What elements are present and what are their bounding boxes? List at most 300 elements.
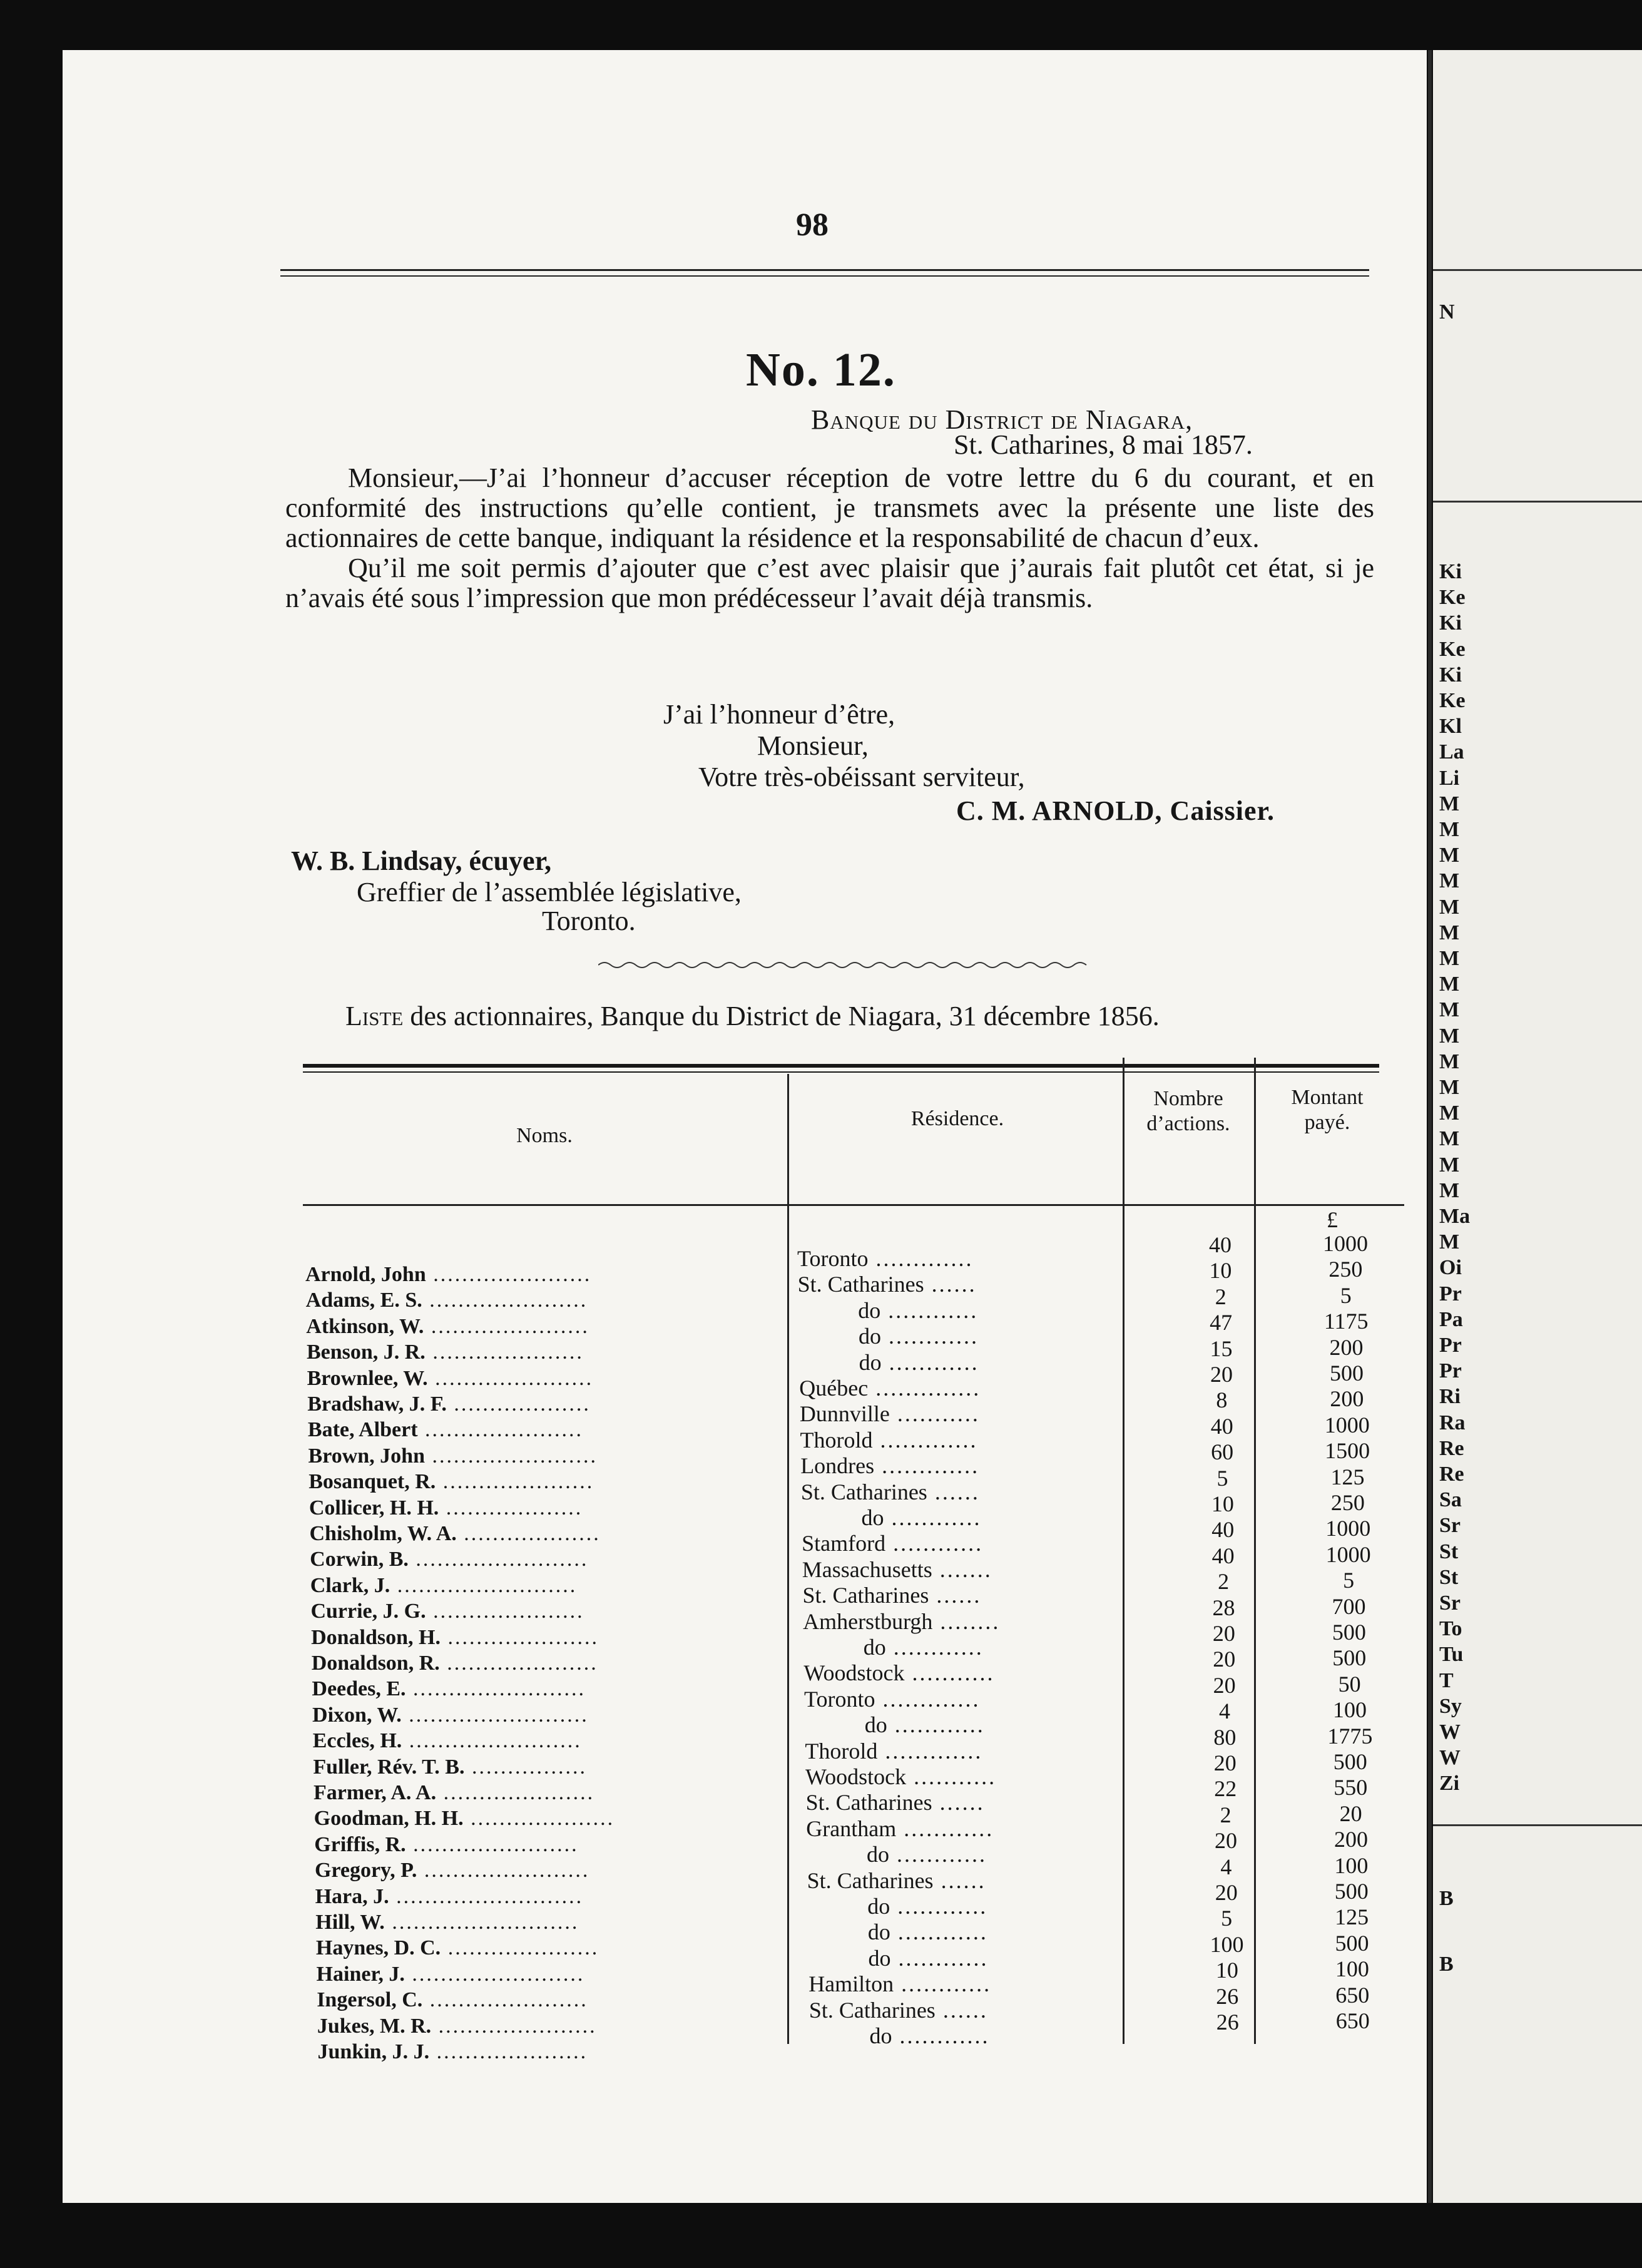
table-row-amount: 500	[1329, 1361, 1364, 1386]
leader-dots: ......................	[427, 1366, 594, 1390]
table-row-shares: 47	[1210, 1310, 1233, 1336]
residence-value: Londres	[800, 1453, 875, 1479]
leader-dots: ............	[890, 1894, 988, 1919]
residence-value: Toronto	[797, 1246, 869, 1271]
table-row-shares: 2	[1215, 1284, 1226, 1309]
header-shares	[1124, 1086, 1253, 1137]
shareholder-name: Chisholm, W. A.	[309, 1522, 457, 1545]
table-row-amount: 500	[1332, 1645, 1367, 1671]
leader-dots: .............	[874, 1453, 980, 1479]
column-divider-1	[787, 1074, 789, 2044]
table-row-shares: 15	[1210, 1336, 1233, 1361]
leader-dots: ............	[887, 1712, 985, 1738]
table-row-shares: 40	[1209, 1232, 1232, 1257]
header-names: Noms.	[516, 1124, 573, 1147]
table-row-residence	[802, 1582, 981, 1608]
table-row-name	[317, 1963, 585, 1986]
leader-dots: ........	[932, 1608, 1001, 1634]
table-row-shares: 4	[1219, 1698, 1231, 1724]
place-date: St. Catharines, 8 mai 1857.	[954, 429, 1253, 460]
bank-header: Banque du District de Niagara,	[811, 404, 1193, 435]
table-row-amount: 1000	[1325, 1541, 1371, 1567]
shareholder-name: Atkinson, W.	[306, 1314, 424, 1338]
residence-value: St. Catharines	[808, 1997, 936, 2023]
leader-dots: ......................	[426, 1263, 592, 1286]
table-row-residence	[862, 1504, 982, 1531]
facing-page-fragment: St	[1439, 1540, 1459, 1563]
table-row-name	[307, 1341, 584, 1364]
list-title	[345, 1000, 1160, 1032]
table-row-shares: 10	[1215, 1958, 1238, 1983]
facing-page-fragment: Sy	[1439, 1694, 1462, 1718]
leader-dots: ............	[880, 1297, 979, 1323]
leader-dots: .....................	[441, 1625, 599, 1649]
residence-value: St. Catharines	[802, 1583, 929, 1608]
shareholder-name: Bradshaw, J. F.	[307, 1392, 447, 1416]
header-rule-top	[280, 269, 1369, 271]
facing-page-fragment: M	[1439, 818, 1460, 841]
shareholder-name: Adams, E. S.	[305, 1289, 422, 1312]
table-row-residence	[869, 1945, 989, 1971]
header-shares-line-2: d’actions.	[1146, 1112, 1230, 1135]
table-row-amount: 200	[1329, 1334, 1364, 1360]
table-row-amount: 650	[1335, 1982, 1370, 2008]
table-row-name	[312, 1652, 598, 1675]
table-row-amount: 1000	[1323, 1231, 1368, 1256]
table-row-name	[310, 1600, 584, 1623]
residence-value: do	[858, 1297, 881, 1323]
header-residence: Résidence.	[910, 1107, 1004, 1130]
table-row-shares: 22	[1214, 1776, 1237, 1802]
table-row-amount: 5	[1340, 1282, 1352, 1308]
facing-page-fragment: M	[1439, 998, 1460, 1022]
table-header-rule	[303, 1204, 1404, 1206]
table-row-shares: 5	[1221, 1906, 1233, 1931]
leader-dots: ............	[890, 1945, 989, 1971]
table-row-name	[310, 1574, 578, 1598]
facing-page-fragment: Ma	[1439, 1205, 1471, 1228]
residence-value: St. Catharines	[797, 1272, 924, 1297]
table-row-residence	[799, 1375, 981, 1401]
facing-page-fragment: Pa	[1439, 1307, 1463, 1331]
table-row-residence	[859, 1323, 979, 1349]
leader-dots: ......	[932, 1790, 985, 1816]
table-row-amount: 5	[1343, 1568, 1355, 1593]
shareholder-name: Brown, John	[308, 1444, 425, 1468]
page-number: 98	[796, 207, 829, 243]
facing-page-fragment: M	[1439, 1050, 1460, 1073]
leader-dots: .....................	[425, 1341, 584, 1364]
residence-value: Thorold	[805, 1738, 878, 1764]
shareholder-name: Hill, W.	[315, 1911, 385, 1934]
table-row-shares: 10	[1209, 1258, 1232, 1284]
residence-value: do	[861, 1505, 884, 1530]
leader-dots: .....................	[426, 1600, 584, 1623]
facing-page-fragment: Tu	[1439, 1643, 1464, 1667]
table-row-name	[310, 1548, 588, 1571]
residence-value: Dunnville	[799, 1401, 890, 1427]
facing-page-fragment: N	[1439, 300, 1455, 324]
table-row-name	[315, 1859, 589, 1882]
facing-page-fragment: W	[1439, 1746, 1461, 1770]
closing-line-2: Monsieur,	[757, 730, 869, 761]
residence-value: do	[867, 1919, 890, 1945]
residence-value: Stamford	[802, 1531, 886, 1556]
residence-value: Woodstock	[805, 1764, 907, 1789]
table-row-amount: 100	[1335, 1956, 1369, 1982]
table-row-shares: 8	[1216, 1387, 1228, 1413]
leader-dots: ......	[929, 1583, 982, 1608]
facing-page-fragment: Pr	[1439, 1334, 1462, 1357]
table-row-name	[311, 1626, 599, 1650]
facing-page-fragment: Ki	[1439, 663, 1462, 687]
facing-page-fragment: Sr	[1439, 1514, 1461, 1538]
residence-value: Massachusetts	[802, 1556, 932, 1582]
table-row-shares: 40	[1210, 1413, 1233, 1439]
table-row-shares: 100	[1210, 1931, 1244, 1957]
leader-dots: ............	[890, 1919, 988, 1945]
facing-page-fragment: M	[1439, 921, 1460, 944]
table-row-name	[306, 1289, 588, 1312]
table-row-shares: 20	[1213, 1750, 1237, 1775]
table-row-name	[307, 1392, 591, 1416]
residence-value: Grantham	[806, 1816, 897, 1841]
table-row-name	[318, 2040, 588, 2064]
table-row-amount: 1175	[1323, 1309, 1369, 1334]
addressee-city: Toronto.	[542, 906, 636, 936]
facing-page-fragment: M	[1439, 792, 1460, 815]
residence-value: Amherstburgh	[803, 1608, 933, 1634]
facing-page-fragment: M	[1439, 1127, 1460, 1151]
leader-dots: .....................	[439, 1652, 598, 1675]
leader-dots: .......	[932, 1556, 992, 1582]
facing-page-fragment: Ke	[1439, 637, 1466, 661]
table-row-residence	[803, 1608, 1000, 1635]
table-row-shares: 5	[1216, 1465, 1228, 1491]
facing-page-rule	[1433, 269, 1642, 271]
facing-page-fragment: Ki	[1439, 611, 1462, 635]
leader-dots: ............	[896, 1816, 994, 1841]
leader-dots: ...................	[446, 1392, 591, 1416]
facing-page-fragment: M	[1439, 1178, 1460, 1202]
shareholder-name: Junkin, J. J.	[317, 2040, 430, 2063]
table-row-residence	[797, 1245, 973, 1272]
residence-value: Woodstock	[803, 1660, 905, 1686]
table-row-amount: 500	[1335, 1930, 1369, 1956]
table-row-amount: 20	[1339, 1801, 1362, 1826]
table-row-name	[317, 1988, 588, 2012]
shareholder-name: Hainer, J.	[316, 1962, 405, 1986]
leader-dots: .....................	[436, 1781, 595, 1804]
leader-dots: .............	[877, 1738, 983, 1764]
table-row-amount: 1000	[1324, 1412, 1370, 1438]
table-row-name	[308, 1418, 583, 1442]
table-row-name	[315, 1911, 579, 1934]
table-row-amount: 250	[1328, 1257, 1363, 1282]
facing-page-fragment: M	[1439, 973, 1460, 996]
table-row-shares: 60	[1211, 1439, 1234, 1465]
table-row-residence	[804, 1686, 980, 1712]
currency-sign: £	[1327, 1207, 1338, 1232]
table-row-shares: 26	[1216, 2010, 1239, 2035]
letter-paragraph-1: Monsieur,—J’ai l’honneur d’accuser réception de votre lettre du 6 du courant, et en conformité des instructions qu’elle contient, je transmets avec la présente une liste des actionnaires de cette banque, indiquant la résidence et la responsabilité de chacun d’eux.	[285, 462, 1374, 553]
list-title-lead: Liste	[345, 1001, 404, 1031]
table-row-amount: 250	[1330, 1490, 1365, 1515]
table-row-residence	[806, 1789, 985, 1816]
facing-page-fragment: B	[1439, 1887, 1454, 1910]
shareholder-name: Bate, Albert	[307, 1418, 418, 1442]
facing-page-fragment: M	[1439, 1101, 1460, 1125]
shareholder-name: Dixon, W.	[312, 1703, 402, 1727]
table-row-shares: 20	[1212, 1621, 1235, 1646]
leader-dots: ............	[889, 1842, 987, 1867]
facing-page-fragment: Oi	[1439, 1256, 1462, 1280]
table-row-shares: 80	[1213, 1724, 1237, 1750]
table-row-residence	[800, 1427, 978, 1453]
leader-dots: ............	[884, 1505, 982, 1530]
shareholder-name: Jukes, M. R.	[317, 2014, 432, 2038]
table-row-name	[314, 1781, 594, 1805]
leader-dots: ............	[892, 2023, 990, 2048]
leader-dots: ............	[885, 1635, 984, 1660]
facing-page-fragment: T	[1439, 1668, 1454, 1692]
leader-dots: .....................	[441, 1936, 599, 1960]
header-shares-line-1: Nombre	[1153, 1087, 1223, 1110]
facing-page-fragment: M	[1439, 947, 1460, 970]
residence-value: Thorold	[800, 1427, 873, 1453]
leader-dots: .........................	[401, 1703, 589, 1727]
leader-dots: ......	[935, 1997, 988, 2023]
table-row-name	[316, 1936, 599, 1960]
header-amount	[1255, 1085, 1399, 1135]
leader-dots: ......................	[431, 2014, 597, 2038]
shareholder-name: Currie, J. G.	[310, 1600, 426, 1623]
shareholder-name: Deedes, E.	[312, 1677, 406, 1701]
residence-value: St. Catharines	[807, 1867, 934, 1893]
shareholder-name: Benson, J. R.	[306, 1341, 426, 1364]
facing-page-fragment: Ke	[1439, 689, 1466, 712]
leader-dots: ............	[894, 1971, 992, 1997]
leader-dots: ................	[464, 1755, 587, 1779]
facing-page-fragment: Sr	[1439, 1591, 1461, 1615]
table-row-shares: 28	[1212, 1595, 1235, 1620]
leader-dots: ..........................	[389, 1884, 584, 1908]
table-row-shares: 20	[1215, 1880, 1238, 1905]
table-row-amount: 650	[1335, 2008, 1370, 2033]
table-row-shares: 20	[1210, 1362, 1233, 1387]
table-row-amount: 550	[1333, 1775, 1368, 1801]
leader-dots: ........................	[405, 1677, 586, 1701]
leader-dots: ......................	[422, 1289, 588, 1312]
shareholder-name: Haynes, D. C.	[315, 1936, 441, 1960]
shareholder-name: Ingersol, C.	[317, 1988, 423, 2012]
facing-page-fragment: La	[1439, 740, 1464, 764]
table-row-residence	[809, 1997, 988, 2023]
leader-dots: .........................	[390, 1573, 578, 1597]
facing-page-fragment: To	[1439, 1617, 1462, 1641]
facing-page-fragment: Re	[1439, 1463, 1464, 1486]
facing-page-fragment: Pr	[1439, 1282, 1462, 1305]
leader-dots: ..............	[868, 1376, 981, 1401]
facing-page-fragment: Ke	[1439, 586, 1466, 610]
table-row-amount: 100	[1333, 1697, 1367, 1723]
table-row-amount: 125	[1335, 1904, 1369, 1930]
leader-dots: ...........	[889, 1401, 980, 1427]
table-row-name	[313, 1729, 582, 1753]
residence-value: St. Catharines	[800, 1479, 927, 1504]
table-row-amount: 500	[1334, 1879, 1369, 1904]
letter-paragraph-2: Qu’il me soit permis d’ajouter que c’est avec plaisir que j’aurais fait plutôt cet état, si je n’avais été sous l’impression que mon prédécesseur l’avait déjà transmis.	[285, 553, 1374, 613]
table-row-residence	[868, 1919, 988, 1945]
table-row-name	[315, 1885, 584, 1909]
leader-dots: ......................	[417, 1418, 584, 1442]
facing-page-fragment: M	[1439, 869, 1460, 893]
shareholder-name: Farmer, A. A.	[314, 1781, 437, 1804]
shareholder-name: Fuller, Rév. T. B.	[313, 1755, 465, 1779]
table-row-residence	[800, 1401, 980, 1427]
leader-dots: ......................	[422, 1988, 588, 2012]
shareholder-name: Gregory, P.	[314, 1859, 417, 1882]
shareholder-name: Arnold, John	[305, 1263, 426, 1286]
shareholder-name: Donaldson, H.	[311, 1625, 441, 1649]
leader-dots: .......................	[417, 1859, 590, 1882]
leader-dots: ........................	[408, 1548, 589, 1571]
table-row-shares: 40	[1211, 1543, 1235, 1568]
leader-dots: ......	[927, 1479, 980, 1504]
leader-dots: .............	[872, 1427, 978, 1453]
table-row-shares: 4	[1220, 1854, 1232, 1879]
residence-value: Hamilton	[808, 1971, 894, 1997]
facing-page-fragment: Re	[1439, 1436, 1464, 1460]
facing-page-fragment: Ra	[1439, 1411, 1466, 1434]
table-row-residence	[800, 1453, 979, 1479]
table-row-amount: 500	[1332, 1620, 1366, 1645]
table-row-name	[317, 2015, 597, 2038]
shareholder-name: Griffis, R.	[314, 1832, 406, 1856]
table-row-residence	[805, 1764, 996, 1790]
table-row-residence	[870, 2023, 990, 2049]
closing-line-3: Votre très-obéissant serviteur,	[698, 762, 1025, 792]
leader-dots: ........................	[404, 1962, 585, 1986]
shareholder-name: Eccles, H.	[312, 1729, 402, 1753]
document-number: No. 12.	[746, 344, 896, 396]
leader-dots: ......	[924, 1272, 977, 1297]
table-row-residence	[867, 1841, 987, 1867]
table-row-residence	[807, 1867, 986, 1894]
table-row-name	[314, 1833, 578, 1857]
table-row-shares: 20	[1213, 1672, 1236, 1698]
shareholder-name: Corwin, B.	[310, 1548, 409, 1571]
table-row-name	[307, 1367, 594, 1391]
shareholder-name: Bosanquet, R.	[309, 1470, 436, 1494]
table-row-name	[309, 1470, 594, 1494]
facing-page-rule	[1433, 501, 1642, 503]
residence-value: Québec	[799, 1376, 869, 1401]
table-row-name	[305, 1263, 591, 1287]
list-title-rest: des actionnaires, Banque du District de Niagara, 31 décembre 1856.	[403, 1001, 1160, 1031]
table-row-residence	[798, 1271, 977, 1297]
table-row-name	[312, 1704, 589, 1727]
table-row-amount: 125	[1330, 1464, 1365, 1489]
table-row-residence	[801, 1479, 980, 1505]
facing-page-fragment: M	[1439, 1230, 1460, 1254]
addressee-name: W. B. Lindsay, écuyer,	[291, 845, 552, 876]
facing-page-fragment: Zi	[1439, 1772, 1460, 1796]
table-row-shares: 2	[1218, 1569, 1230, 1595]
residence-value: Toronto	[804, 1686, 875, 1712]
column-divider-2	[1123, 1058, 1124, 2044]
residence-value: do	[869, 2023, 892, 2048]
addressee-title: Greffier de l’assemblée législative,	[357, 877, 742, 907]
leader-dots: ............	[881, 1349, 979, 1375]
residence-value: do	[868, 1945, 891, 1971]
table-row-name	[306, 1315, 589, 1339]
residence-value: St. Catharines	[805, 1790, 932, 1816]
table-row-name	[312, 1677, 586, 1701]
table-row-amount: 1000	[1325, 1516, 1371, 1541]
shareholder-name: Donaldson, R.	[311, 1652, 440, 1675]
residence-value: do	[866, 1842, 889, 1867]
header-amount-line-1: Montant	[1291, 1086, 1364, 1109]
leader-dots: .....................	[429, 2040, 588, 2063]
table-row-amount: 700	[1332, 1593, 1366, 1619]
leader-dots: ........................	[402, 1729, 582, 1753]
table-row-residence	[858, 1297, 978, 1324]
leader-dots: ............	[880, 1324, 979, 1349]
residence-value: do	[867, 1894, 890, 1919]
closing-line-1: J’ai l’honneur d’être,	[663, 699, 895, 730]
table-row-residence	[802, 1556, 992, 1583]
table-row-amount: 200	[1333, 1827, 1368, 1852]
table-row-amount: 200	[1330, 1386, 1364, 1412]
table-row-amount: 50	[1338, 1671, 1361, 1697]
residence-value: do	[858, 1324, 881, 1349]
shareholder-name: Clark, J.	[310, 1573, 390, 1597]
facing-page-fragment: Kl	[1439, 715, 1462, 738]
facing-page-fragment: St	[1439, 1565, 1459, 1589]
shareholder-name: Goodman, H. H.	[314, 1807, 464, 1831]
table-row-residence	[859, 1349, 979, 1376]
leader-dots: .....................	[436, 1470, 594, 1494]
facing-page-fragment: M	[1439, 1076, 1460, 1099]
table-row-shares: 40	[1211, 1517, 1235, 1543]
table-row-residence	[864, 1634, 984, 1660]
table-row-amount: 100	[1334, 1852, 1369, 1878]
header-amount-line-2: payé.	[1304, 1111, 1350, 1134]
table-row-amount: 1775	[1327, 1723, 1373, 1749]
leader-dots: ...........	[906, 1764, 997, 1789]
table-row-shares: 20	[1213, 1647, 1236, 1672]
shareholder-name: Brownlee, W.	[307, 1366, 428, 1390]
facing-page-fragment: M	[1439, 1024, 1460, 1048]
leader-dots: ...........	[904, 1660, 995, 1686]
leader-dots: ......	[933, 1867, 986, 1893]
header-rule-bottom	[280, 275, 1369, 277]
facing-page-fragment: M	[1439, 1153, 1460, 1177]
table-row-shares: 2	[1220, 1802, 1232, 1827]
residence-value: do	[863, 1635, 886, 1660]
residence-value: do	[864, 1712, 887, 1738]
table-row-residence	[867, 1893, 987, 1919]
leader-dots: ...................	[456, 1522, 601, 1545]
facing-page-fragment: Ri	[1439, 1385, 1461, 1409]
table-row-residence	[805, 1738, 982, 1764]
table-top-rule	[303, 1064, 1379, 1068]
leader-dots: .............	[875, 1686, 981, 1712]
table-row-shares: 20	[1214, 1828, 1237, 1854]
letter-body	[285, 463, 1374, 613]
table-row-residence	[865, 1712, 985, 1738]
